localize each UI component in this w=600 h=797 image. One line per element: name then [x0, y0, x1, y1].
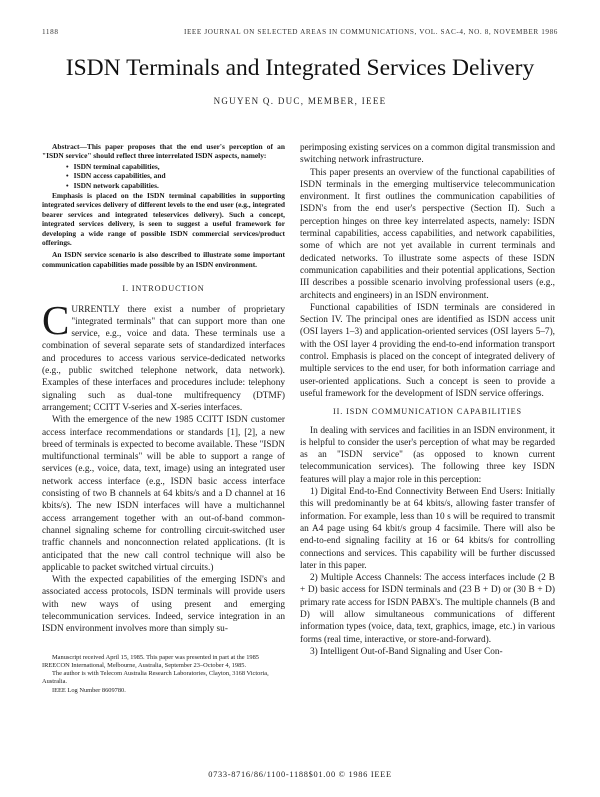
body-paragraph: With the expected capabilities of the emerging ISDN's and associated access protocols, ISDN terminals will provide users with new ways of using present and emerging telecommunication services. Indeed, service integration in an ISDN environment involves more than simply su- [42, 575, 285, 635]
abstract-bullet-list [66, 162, 285, 190]
body-paragraph: Functional capabilities of ISDN terminals are considered in Section IV. The principal ones are identified as ISDN access unit (OSI layers 1–3) and application-oriented services (OSI layers 5–7), with the OSI layer 4 providing the end-to-end information transport control. Emphasis is placed on the concept of integrated delivery of multiple services to the end user, for both information carriage and user-oriented applications. Such a concept is seen to provide a useful framework for the development of ISDN service offerings. [300, 302, 555, 399]
section-heading-introduction: I. INTRODUCTION [122, 284, 205, 294]
footnote-affiliation: The author is with Telecom Australia Research Laboratories, Clayton, 3168 Victoria, Australia. [42, 670, 269, 686]
abstract-intro: Abstract—This paper proposes that the end user's perception of an "ISDN service" should reflect three interrelated ISDN aspects, namely: [42, 142, 285, 161]
body-paragraph: perimposing existing services on a common digital transmission and switching network infrastructure. [300, 143, 555, 166]
body-paragraph: 3) Intelligent Out-of-Band Signaling and User Con- [310, 646, 503, 657]
page-number: 1188 [42, 28, 59, 36]
body-paragraph: 2) Multiple Access Channels: The access interfaces include (2 B + D) basic access for ISDN terminals and (23 B + D) or (30 B + D) primary rate access for ISDN PABX's. The multiple channels (B and D) will allow simultaneous communications of different information types (voice, data, text, graphics, image, etc.) in various forms (real time, interactive, or store-and-forward). [300, 573, 555, 645]
left-column [42, 142, 285, 695]
journal-title: IEEE JOURNAL ON SELECTED AREAS IN COMMUNICATIONS, VOL. SAC-4, NO. 8, NOVEMBER 1986 [183, 28, 558, 36]
copyright-code: 0733-8716/86/1100-1188$01.00 © 1986 IEEE [208, 770, 392, 779]
footnote-manuscript: Manuscript received April 15, 1985. This paper was presented in part at the 1985 IREECON International, Melbourne, Australia, September 23–October 4, 1985. [42, 653, 259, 669]
running-header [42, 28, 558, 42]
abstract-bullet: • ISDN access capabilities, and [66, 171, 285, 180]
abstract-bullet: • ISDN terminal capabilities, [66, 162, 285, 171]
body-paragraph: In dealing with services and facilities in an ISDN environment, it is helpful to consider the user's perception of what may be regarded as an "ISDN service" (as opposed to known current telecommunication services). The following three key ISDN features will play a major role in this perception: [300, 425, 555, 485]
drop-cap: C [42, 296, 70, 343]
abstract-paragraph: Emphasis is placed on the ISDN terminal capabilities in supporting integrated services delivery of different levels to the end user (e.g., integrated bearer services and integrated teleservices delivery). Such a concept, integrated services delivery, is seen to suggest a useful framework for developing a wide range of possible ISDN commercial services/product offerings. [42, 191, 285, 248]
footnote-log-number: IEEE Log Number 8609780. [52, 686, 126, 694]
footnote [42, 654, 285, 695]
body-paragraph: 1) Digital End-to-End Connectivity Between End Users: Initially this will predominantly be at 64 kbits/s, allowing faster transfer of information. For example, less than 10 s will be required to transmit an A4 page using 64 kbit/s group 4 facsimile. There will also be end-to-end signaling facility at 16 or 64 kbits/s for controlling connections and services. This capability will be further discussed later in this paper. [300, 487, 555, 571]
body-paragraph [42, 296, 285, 415]
section-heading-isdn-capabilities: II. ISDN COMMUNICATION CAPABILITIES [332, 407, 523, 417]
paper-title: ISDN Terminals and Integrated Services Delivery [65, 55, 535, 81]
body-paragraph: This paper presents an overview of the functional capabilities of ISDN terminals in the emerging multiservice telecommunication environment. It first outlines the communication capabilities of ISDN's from the end user's perspective (Section II). Such a perception hinges on three key interrelated aspects, namely: ISDN terminal capabilities, access capabilities, and network capabilities, some of which are not yet available in current terminals and dedicated networks. To illustrate some aspects of these ISDN communication capabilities and their potential applications, Section III describes a possible scenario involving professional users (e.g., architects and engineers) in an ISDN environment. [300, 167, 555, 301]
right-column [300, 142, 555, 658]
abstract-bullet: • ISDN network capabilities. [66, 181, 285, 190]
paragraph-text: URRENTLY there exist a number of proprietary "integrated terminals" that can support more than one service, e.g., voice and data. These terminals use a combination of several separate sets of standardized interfaces and procedures to access various service-dedicated networks (e.g., public switched telephone network, data network). Examples of these interfaces and procedures include: telephony signaling such as dual-tone multifrequency (DTMF) arrangement; CCITT V-series and X-series interfaces. [42, 304, 285, 413]
abstract [42, 142, 285, 269]
author-line: NGUYEN Q. DUC, MEMBER, IEEE [213, 96, 387, 106]
body-paragraph: With the emergence of the new 1985 CCITT ISDN customer access interface recommendations or standards [1], [2], a new breed of terminals is expected to become available. These "ISDN multifunctional terminals" will be able to support a range of services (e.g., voice, data, text, image) using an integrated user network access interface (e.g., ISDN basic access interface consisting of two B channels at 64 kbits/s and a D channel at 16 kbits/s). The new ISDN interfaces will have a multichannel access arrangement together with an out-of-band common-channel signaling scheme for controlling circuit-switched user traffic channels and nonconnection related applications. (It is anticipated that the new call control technique will also be applicable to packet switched virtual circuits.) [42, 415, 285, 573]
abstract-paragraph: An ISDN service scenario is also described to illustrate some important communication capabilities made possible by an ISDN environment. [42, 250, 285, 269]
